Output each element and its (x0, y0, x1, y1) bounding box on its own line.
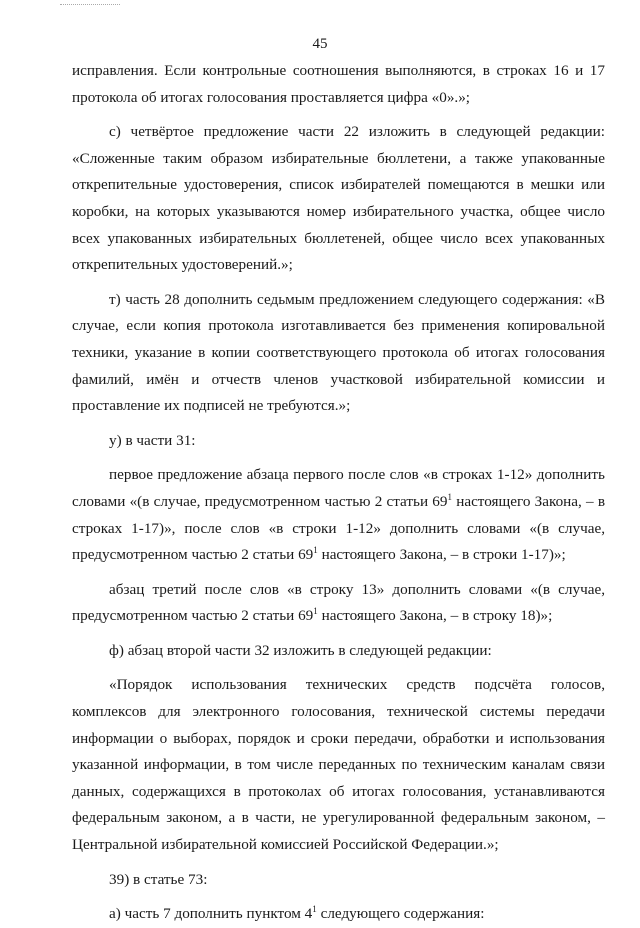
document-body (72, 58, 605, 928)
text-line-main: коробки, на которых указываются номер избирательного участка, общее число (72, 202, 605, 220)
text-line (72, 638, 605, 665)
text-line (72, 726, 605, 753)
text-line (72, 462, 605, 489)
text-line (72, 672, 605, 699)
text-line (72, 516, 605, 543)
text-line (72, 367, 605, 394)
text-line (72, 901, 605, 928)
superscript: 1 (313, 606, 318, 617)
text-line-main: проставление их подписей не требуются.»; (72, 397, 351, 415)
text-line-main: «Сложенные таким образом избирательные бюллетени, а также упакованные (72, 149, 605, 167)
text-line (72, 85, 605, 112)
text-line (72, 119, 605, 146)
text-line (72, 867, 605, 894)
text-line (72, 252, 605, 279)
text-line-main: всех упакованных избирательных бюллетеней, общее число всех упакованных (72, 229, 605, 247)
text-line (72, 58, 605, 85)
text-line-main: у) в части 31: (109, 431, 196, 449)
text-line-main: ф) абзац второй части 32 изложить в следующей редакции: (109, 641, 492, 659)
text-line (72, 603, 605, 630)
text-line-main: словами «(в случае, предусмотренном частью 2 статьи 69 (72, 492, 448, 510)
text-line-main: протокола об итогах голосования проставляется цифра «0».»; (72, 88, 471, 106)
text-line-main: федеральным законом, а в части, не урегулированной федеральным законом, – (72, 809, 605, 827)
text-line-tail: настоящего Закона, – в (452, 492, 605, 510)
text-line-main: случае, если копия протокола изготавливается без применения копировальной (72, 317, 605, 335)
text-line (72, 287, 605, 314)
text-line (72, 699, 605, 726)
text-line-main: исправления. Если контрольные соотношения выполняются, в строках 16 и 17 (72, 62, 605, 79)
text-line-main: фамилий, имён и отчеств членов участковой избирательной комиссии и (72, 370, 605, 388)
text-line (72, 779, 605, 806)
text-line-main: указанной информации, в том числе переданных по техническим каналам связи (72, 756, 605, 774)
text-line-tail: следующего содержания: (316, 905, 485, 923)
text-line (72, 172, 605, 199)
text-line-main: с) четвёртое предложение части 22 изложить в следующей редакции: (109, 123, 605, 141)
text-line-main: а) часть 7 дополнить пунктом 4 (109, 905, 313, 923)
text-line (72, 542, 605, 569)
text-line-main: Центральной избирательной комиссией Российской Федерации.»; (72, 836, 499, 854)
text-line-main: предусмотренном частью 2 статьи 69 (72, 607, 314, 625)
text-line (72, 577, 605, 604)
text-line (72, 313, 605, 340)
superscript: 1 (312, 904, 317, 915)
page-number: 45 (312, 36, 328, 52)
text-line (72, 428, 605, 455)
text-line-main: строках 1-17)», после слов «в строки 1-12» дополнить словами «(в случае, (72, 519, 605, 537)
text-line-main: «Порядок использования технических средств подсчёта голосов, (109, 676, 605, 694)
text-line-main: открепительные удостоверения, список избирателей помещаются в мешки или (72, 176, 605, 194)
superscript: 1 (447, 491, 452, 502)
text-line (72, 489, 605, 516)
text-line (72, 340, 605, 367)
text-line (72, 832, 605, 859)
text-line (72, 752, 605, 779)
scan-mark (60, 4, 120, 7)
text-line (72, 393, 605, 420)
text-line-main: данных, содержащихся в протоколах об итогах голосования, устанавливаются (72, 782, 605, 800)
text-line-main: открепительных удостоверений.»; (72, 256, 293, 274)
text-line-main: первое предложение абзаца первого после слов «в строках 1-12» дополнить (109, 466, 605, 484)
text-line (72, 199, 605, 226)
text-line-main: т) часть 28 дополнить седьмым предложением следующего содержания: «В (109, 290, 605, 308)
text-line (72, 146, 605, 173)
text-line-main: комплексов для электронного голосования, технической системы передачи (72, 703, 605, 721)
text-line-main: предусмотренном частью 2 статьи 69 (72, 546, 314, 564)
text-line-main: абзац третий после слов «в строку 13» дополнить словами «(в случае, (109, 580, 605, 598)
superscript: 1 (313, 545, 318, 556)
text-line-main: техники, указание в копии соответствующего протокола об итогах голосования (72, 343, 605, 361)
text-line-main: информации о выборах, порядок и сроки передачи, обработки и использования (72, 729, 605, 747)
text-line (72, 226, 605, 253)
text-line-tail: настоящего Закона, – в строки 1-17)»; (317, 546, 566, 564)
text-line-main: 39) в статье 73: (109, 870, 208, 888)
text-line (72, 805, 605, 832)
text-line-tail: настоящего Закона, – в строку 18)»; (317, 607, 553, 625)
